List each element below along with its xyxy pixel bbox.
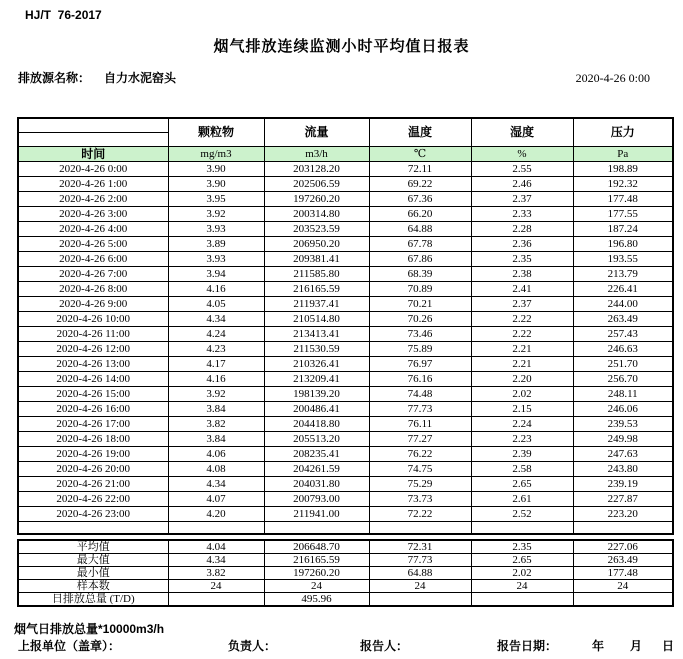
cell-particulate: 3.94	[168, 266, 264, 281]
header-spacer-top	[18, 118, 168, 132]
table-row	[18, 176, 673, 191]
cell-particulate: 4.07	[168, 491, 264, 506]
cell-flow: 211585.80	[264, 266, 369, 281]
summary-flow: 206648.70	[264, 540, 369, 554]
cell-temperature: 69.22	[369, 176, 471, 191]
summary-pressure: 263.49	[573, 554, 673, 567]
cell-time: 2020-4-26 15:00	[18, 386, 168, 401]
cell-flow: 200486.41	[264, 401, 369, 416]
cell-humidity: 2.52	[471, 506, 573, 521]
cell-flow: 211937.41	[264, 296, 369, 311]
cell-particulate: 4.05	[168, 296, 264, 311]
cell-pressure: 227.87	[573, 491, 673, 506]
cell-temperature: 66.20	[369, 206, 471, 221]
cell-pressure: 239.19	[573, 476, 673, 491]
cell-pressure: 256.70	[573, 371, 673, 386]
cell-flow: 203128.20	[264, 161, 369, 176]
cell-flow: 213209.41	[264, 371, 369, 386]
cell-temperature: 75.89	[369, 341, 471, 356]
table-row	[18, 386, 673, 401]
cell-humidity: 2.39	[471, 446, 573, 461]
cell-pressure: 196.80	[573, 236, 673, 251]
cell-temperature: 72.11	[369, 161, 471, 176]
cell-flow: 203523.59	[264, 221, 369, 236]
cell-time: 2020-4-26 3:00	[18, 206, 168, 221]
table-row	[18, 341, 673, 356]
cell-humidity: 2.37	[471, 191, 573, 206]
emission-source	[18, 69, 176, 86]
cell-time: 2020-4-26 18:00	[18, 431, 168, 446]
cell-temperature: 64.88	[369, 221, 471, 236]
cell-time: 2020-4-26 5:00	[18, 236, 168, 251]
cell-flow: 210514.80	[264, 311, 369, 326]
cell-pressure: 239.53	[573, 416, 673, 431]
cell-time: 2020-4-26 8:00	[18, 281, 168, 296]
cell-time: 2020-4-26 6:00	[18, 251, 168, 266]
cell-time: 2020-4-26 16:00	[18, 401, 168, 416]
summary-row	[18, 580, 673, 593]
cell-temperature: 67.36	[369, 191, 471, 206]
table-row	[18, 191, 673, 206]
cell-humidity: 2.21	[471, 341, 573, 356]
cell-time: 2020-4-26 13:00	[18, 356, 168, 371]
cell-humidity: 2.24	[471, 416, 573, 431]
table-row	[18, 161, 673, 176]
summary-temperature	[369, 593, 471, 607]
emission-source-name: 自力水泥窑头	[104, 71, 177, 85]
summary-label: 日排放总量 (T/D)	[18, 593, 168, 607]
cell-humidity: 2.36	[471, 236, 573, 251]
cell-particulate: 4.06	[168, 446, 264, 461]
cell-temperature: 75.29	[369, 476, 471, 491]
summary-humidity: 2.35	[471, 540, 573, 554]
summary-particulate: 3.82	[168, 567, 264, 580]
cell-flow: 206950.20	[264, 236, 369, 251]
cell-flow: 216165.59	[264, 281, 369, 296]
cell-temperature: 70.26	[369, 311, 471, 326]
table-row	[18, 356, 673, 371]
cell-temperature: 70.89	[369, 281, 471, 296]
cell-particulate: 3.90	[168, 176, 264, 191]
cell-pressure: 247.63	[573, 446, 673, 461]
cell-temperature: 70.21	[369, 296, 471, 311]
cell-time: 2020-4-26 17:00	[18, 416, 168, 431]
summary-flow: 216165.59	[264, 554, 369, 567]
cell-temperature: 72.22	[369, 506, 471, 521]
cell-time: 2020-4-26 0:00	[18, 161, 168, 176]
cell-temperature: 76.16	[369, 371, 471, 386]
cell-humidity: 2.41	[471, 281, 573, 296]
cell-particulate: 3.92	[168, 206, 264, 221]
summary-label: 最大值	[18, 554, 168, 567]
cell-flow: 209381.41	[264, 251, 369, 266]
report-time: 2020-4-26 0:00	[575, 71, 650, 85]
standard-number: HJ/T 76-2017	[25, 8, 102, 22]
table-row	[18, 461, 673, 476]
cell-pressure: 248.11	[573, 386, 673, 401]
cell-pressure: 226.41	[573, 281, 673, 296]
cell-flow: 208235.41	[264, 446, 369, 461]
table-row	[18, 431, 673, 446]
unit-temperature: ℃	[369, 146, 471, 161]
summary-humidity: 2.65	[471, 554, 573, 567]
unit-particulate: mg/m3	[168, 146, 264, 161]
table-row	[18, 401, 673, 416]
cell-pressure: 223.20	[573, 506, 673, 521]
cell-particulate: 4.08	[168, 461, 264, 476]
cell-pressure: 177.48	[573, 191, 673, 206]
cell-particulate: 3.89	[168, 236, 264, 251]
table-row	[18, 266, 673, 281]
table-row	[18, 221, 673, 236]
cell-pressure: 192.32	[573, 176, 673, 191]
summary-table	[17, 539, 674, 607]
summary-rows	[18, 540, 673, 606]
report-meta	[18, 69, 650, 86]
cell-particulate: 4.17	[168, 356, 264, 371]
cell-temperature: 76.97	[369, 356, 471, 371]
emission-source-label: 排放源名称：	[18, 71, 91, 85]
cell-time: 2020-4-26 1:00	[18, 176, 168, 191]
table-row	[18, 491, 673, 506]
pollutant-header-row	[18, 118, 673, 132]
cell-humidity: 2.35	[471, 251, 573, 266]
cell-humidity: 2.58	[471, 461, 573, 476]
table-row	[18, 206, 673, 221]
cell-pressure: 213.79	[573, 266, 673, 281]
cell-humidity: 2.02	[471, 386, 573, 401]
summary-pressure	[573, 593, 673, 607]
cell-particulate: 3.93	[168, 251, 264, 266]
cell-pressure: 246.06	[573, 401, 673, 416]
cell-flow: 204261.59	[264, 461, 369, 476]
table-row	[18, 251, 673, 266]
cell-flow: 204418.80	[264, 416, 369, 431]
cell-flow: 200793.00	[264, 491, 369, 506]
cell-pressure: 243.80	[573, 461, 673, 476]
table-row	[18, 311, 673, 326]
cell-pressure: 251.70	[573, 356, 673, 371]
summary-particulate	[168, 593, 264, 607]
cell-humidity: 2.38	[471, 266, 573, 281]
flow-unit-note: 烟气日排放总量*10000m3/h	[14, 622, 165, 636]
summary-particulate: 24	[168, 580, 264, 593]
cell-particulate: 4.20	[168, 506, 264, 521]
cell-temperature: 77.73	[369, 401, 471, 416]
cell-flow: 210326.41	[264, 356, 369, 371]
cell-humidity: 2.61	[471, 491, 573, 506]
report-date-label: 报告日期：	[497, 639, 558, 653]
cell-particulate: 4.24	[168, 326, 264, 341]
cell-temperature: 67.86	[369, 251, 471, 266]
summary-pressure: 24	[573, 580, 673, 593]
summary-temperature: 64.88	[369, 567, 471, 580]
cell-pressure: 257.43	[573, 326, 673, 341]
summary-humidity: 24	[471, 580, 573, 593]
header-spacer-bottom	[18, 132, 168, 146]
cell-time: 2020-4-26 22:00	[18, 491, 168, 506]
col-header-temperature: 温度	[369, 118, 471, 146]
cell-temperature: 77.27	[369, 431, 471, 446]
cell-flow: 211530.59	[264, 341, 369, 356]
cell-particulate: 4.16	[168, 371, 264, 386]
cell-particulate: 4.23	[168, 341, 264, 356]
cell-humidity: 2.20	[471, 371, 573, 386]
cell-temperature: 67.78	[369, 236, 471, 251]
cell-flow: 213413.41	[264, 326, 369, 341]
cell-time: 2020-4-26 21:00	[18, 476, 168, 491]
table-row	[18, 296, 673, 311]
summary-label: 最小值	[18, 567, 168, 580]
cell-time: 2020-4-26 11:00	[18, 326, 168, 341]
responsible-person-label: 负责人：	[228, 639, 277, 653]
summary-flow: 495.96	[264, 593, 369, 607]
cell-particulate: 3.84	[168, 401, 264, 416]
summary-pressure: 177.48	[573, 567, 673, 580]
table-row	[18, 281, 673, 296]
cell-time: 2020-4-26 14:00	[18, 371, 168, 386]
summary-particulate: 4.04	[168, 540, 264, 554]
cell-particulate: 3.84	[168, 431, 264, 446]
cell-humidity: 2.55	[471, 161, 573, 176]
day-label: 日	[662, 639, 675, 653]
cell-pressure: 244.00	[573, 296, 673, 311]
cell-particulate: 3.95	[168, 191, 264, 206]
cell-pressure: 246.63	[573, 341, 673, 356]
cell-time: 2020-4-26 23:00	[18, 506, 168, 521]
cell-flow: 200314.80	[264, 206, 369, 221]
summary-label: 样本数	[18, 580, 168, 593]
col-header-pressure: 压力	[573, 118, 673, 146]
table-row	[18, 326, 673, 341]
cell-pressure: 187.24	[573, 221, 673, 236]
summary-row	[18, 540, 673, 554]
summary-flow: 24	[264, 580, 369, 593]
cell-particulate: 3.82	[168, 416, 264, 431]
page-title: 烟气排放连续监测小时平均值日报表	[213, 38, 470, 55]
hourly-rows	[18, 161, 673, 521]
cell-time: 2020-4-26 7:00	[18, 266, 168, 281]
cell-temperature: 74.48	[369, 386, 471, 401]
cell-temperature: 76.11	[369, 416, 471, 431]
cell-time: 2020-4-26 9:00	[18, 296, 168, 311]
col-header-flow: 流量	[264, 118, 369, 146]
summary-humidity	[471, 593, 573, 607]
cell-particulate: 3.93	[168, 221, 264, 236]
col-header-time: 时间	[18, 146, 168, 161]
cell-pressure: 249.98	[573, 431, 673, 446]
cell-temperature: 73.46	[369, 326, 471, 341]
cell-particulate: 4.34	[168, 311, 264, 326]
summary-temperature: 24	[369, 580, 471, 593]
cell-time: 2020-4-26 20:00	[18, 461, 168, 476]
cell-pressure: 177.55	[573, 206, 673, 221]
cell-time: 2020-4-26 19:00	[18, 446, 168, 461]
cell-flow: 197260.20	[264, 191, 369, 206]
year-label: 年	[592, 639, 605, 653]
summary-particulate: 4.34	[168, 554, 264, 567]
table-row	[18, 236, 673, 251]
summary-label: 平均值	[18, 540, 168, 554]
unit-pressure: Pa	[573, 146, 673, 161]
month-label: 月	[630, 639, 643, 653]
cell-humidity: 2.15	[471, 401, 573, 416]
cell-humidity: 2.46	[471, 176, 573, 191]
cell-particulate: 4.34	[168, 476, 264, 491]
cell-humidity: 2.28	[471, 221, 573, 236]
table-row	[18, 371, 673, 386]
hourly-data-table	[17, 117, 674, 535]
table-row	[18, 476, 673, 491]
table-row	[18, 446, 673, 461]
cell-temperature: 73.73	[369, 491, 471, 506]
col-header-particulate: 颗粒物	[168, 118, 264, 146]
cell-humidity: 2.21	[471, 356, 573, 371]
unit-humidity: %	[471, 146, 573, 161]
summary-row	[18, 554, 673, 567]
table-row	[18, 506, 673, 521]
summary-temperature: 77.73	[369, 554, 471, 567]
cell-time: 2020-4-26 4:00	[18, 221, 168, 236]
cell-humidity: 2.65	[471, 476, 573, 491]
unit-flow: m3/h	[264, 146, 369, 161]
summary-temperature: 72.31	[369, 540, 471, 554]
cell-particulate: 4.16	[168, 281, 264, 296]
cell-particulate: 3.92	[168, 386, 264, 401]
cell-flow: 204031.80	[264, 476, 369, 491]
cell-humidity: 2.33	[471, 206, 573, 221]
summary-humidity: 2.02	[471, 567, 573, 580]
summary-flow: 197260.20	[264, 567, 369, 580]
cell-temperature: 76.22	[369, 446, 471, 461]
unit-header-row	[18, 146, 673, 161]
cell-humidity: 2.23	[471, 431, 573, 446]
cell-humidity: 2.22	[471, 311, 573, 326]
cell-pressure: 193.55	[573, 251, 673, 266]
empty-row	[18, 521, 673, 534]
cell-flow: 202506.59	[264, 176, 369, 191]
cell-time: 2020-4-26 12:00	[18, 341, 168, 356]
report-unit-label: 上报单位（盖章）：	[18, 639, 121, 653]
cell-temperature: 68.39	[369, 266, 471, 281]
cell-flow: 211941.00	[264, 506, 369, 521]
cell-flow: 205513.20	[264, 431, 369, 446]
table-row	[18, 416, 673, 431]
cell-flow: 198139.20	[264, 386, 369, 401]
cell-pressure: 263.49	[573, 311, 673, 326]
cell-pressure: 198.89	[573, 161, 673, 176]
reporter-label: 报告人：	[360, 639, 409, 653]
cell-temperature: 74.75	[369, 461, 471, 476]
cell-humidity: 2.37	[471, 296, 573, 311]
signature-line	[0, 637, 683, 653]
cell-particulate: 3.90	[168, 161, 264, 176]
col-header-humidity: 湿度	[471, 118, 573, 146]
cell-humidity: 2.22	[471, 326, 573, 341]
cell-time: 2020-4-26 10:00	[18, 311, 168, 326]
summary-row	[18, 567, 673, 580]
cell-time: 2020-4-26 2:00	[18, 191, 168, 206]
report-table-area	[17, 117, 672, 607]
summary-row	[18, 593, 673, 607]
summary-pressure: 227.06	[573, 540, 673, 554]
